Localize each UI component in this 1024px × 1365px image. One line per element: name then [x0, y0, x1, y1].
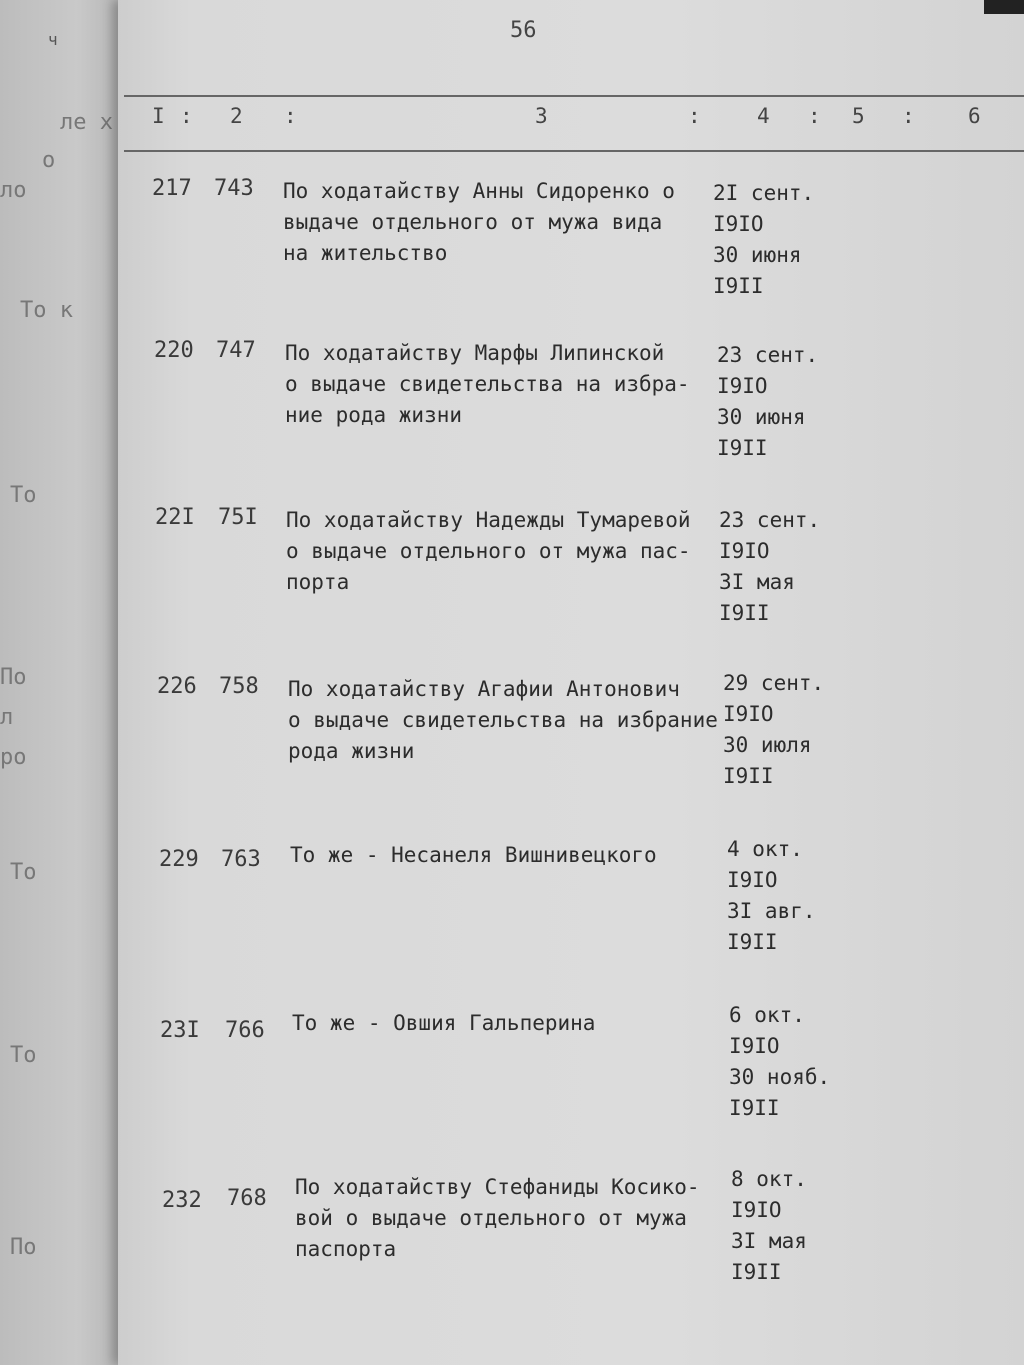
row-code: 768: [227, 1186, 267, 1211]
row-dates: [731, 1164, 807, 1288]
start-day: 8 окт.: [731, 1167, 807, 1191]
row-number: 232: [162, 1188, 202, 1213]
column-separator: :: [688, 104, 701, 128]
facing-page-fragment: о: [42, 148, 56, 173]
facing-page-fragment: То: [10, 483, 37, 508]
row-number: 23I: [160, 1018, 200, 1043]
page-number: 56: [510, 18, 537, 43]
facing-page-mark: ч: [48, 30, 58, 49]
start-year: I9IO: [727, 868, 778, 892]
end-day: 30 июня: [713, 243, 802, 267]
description-line: о выдаче отдельного от мужа пас-: [286, 539, 691, 563]
column-header-4: 4: [757, 104, 770, 128]
row-description: [290, 840, 657, 871]
end-year: I9II: [717, 436, 768, 460]
start-year: I9IO: [717, 374, 768, 398]
start-day: 23 сент.: [717, 343, 819, 367]
facing-page-fragment: То: [10, 860, 37, 885]
end-day: 30 июня: [717, 405, 806, 429]
row-dates: [727, 834, 816, 958]
start-year: I9IO: [723, 702, 774, 726]
start-year: I9IO: [729, 1034, 780, 1058]
end-day: 3I мая: [719, 570, 795, 594]
row-dates: [713, 178, 814, 302]
row-number: 217: [152, 176, 192, 201]
start-day: 29 сент.: [723, 671, 825, 695]
start-year: I9IO: [713, 212, 764, 236]
column-header-6: 6: [968, 104, 981, 128]
start-day: 4 окт.: [727, 837, 803, 861]
row-number: 229: [159, 847, 199, 872]
facing-page-fragment: То: [10, 1043, 37, 1068]
row-code: 763: [221, 847, 261, 872]
column-header-5: 5: [852, 104, 865, 128]
column-separator: :: [902, 104, 915, 128]
start-day: 2I сент.: [713, 181, 815, 205]
row-number: 226: [157, 674, 197, 699]
facing-page: [0, 0, 128, 1365]
facing-page-fragment: По: [10, 1235, 37, 1260]
row-description: [286, 505, 691, 598]
column-separator: :: [180, 104, 193, 128]
header-rule-bottom: [124, 150, 1024, 152]
description-line: порта: [286, 570, 350, 594]
description-line: По ходатайству Стефаниды Косико-: [295, 1175, 700, 1199]
facing-page-fragment: ло: [0, 178, 27, 203]
start-year: I9IO: [731, 1198, 782, 1222]
column-header-2: 2: [230, 104, 243, 128]
start-day: 6 окт.: [729, 1003, 805, 1027]
row-code: 75I: [218, 505, 258, 530]
row-number: 22I: [155, 505, 195, 530]
row-description: [283, 176, 675, 269]
facing-page-fragment: ро: [0, 745, 27, 770]
row-dates: [729, 1000, 830, 1124]
end-day: 30 нояб.: [729, 1065, 831, 1089]
description-line: То же - Овшия Гальперина: [292, 1011, 596, 1035]
start-year: I9IO: [719, 539, 770, 563]
column-separator: :: [284, 104, 297, 128]
row-code: 758: [219, 674, 259, 699]
description-line: По ходатайству Марфы Липинской: [285, 341, 665, 365]
row-description: [295, 1172, 700, 1265]
facing-page-fragment: л: [0, 705, 14, 730]
facing-page-fragment: То к: [20, 298, 73, 323]
description-line: выдаче отдельного от мужа вида: [283, 210, 663, 234]
end-year: I9II: [719, 601, 770, 625]
row-code: 743: [214, 176, 254, 201]
end-year: I9II: [727, 930, 778, 954]
end-day: 3I авг.: [727, 899, 816, 923]
facing-page-fragment: ле х: [60, 110, 113, 135]
description-line: По ходатайству Агафии Антонович: [288, 677, 680, 701]
description-line: По ходатайству Надежды Тумаревой: [286, 508, 691, 532]
description-line: о выдаче свидетельства на избрание: [288, 708, 718, 732]
row-dates: [717, 340, 818, 464]
row-description: [292, 1008, 595, 1039]
description-line: ние рода жизни: [285, 403, 463, 427]
description-line: То же - Несанеля Вишнивецкого: [290, 843, 657, 867]
end-year: I9II: [713, 274, 764, 298]
page-corner: [984, 0, 1024, 14]
row-code: 747: [216, 338, 256, 363]
end-year: I9II: [731, 1260, 782, 1284]
description-line: По ходатайству Анны Сидоренко о: [283, 179, 675, 203]
end-year: I9II: [729, 1096, 780, 1120]
row-description: [288, 674, 718, 767]
description-line: паспорта: [295, 1237, 397, 1261]
row-dates: [719, 505, 820, 629]
column-separator: :: [808, 104, 821, 128]
row-number: 220: [154, 338, 194, 363]
row-code: 766: [225, 1018, 265, 1043]
row-dates: [723, 668, 824, 792]
end-day: 3I мая: [731, 1229, 807, 1253]
start-day: 23 сент.: [719, 508, 821, 532]
column-header-3: 3: [535, 104, 548, 128]
end-day: 30 июля: [723, 733, 812, 757]
end-year: I9II: [723, 764, 774, 788]
row-description: [285, 338, 690, 431]
facing-page-fragment: По: [0, 665, 27, 690]
description-line: о выдаче свидетельства на избра-: [285, 372, 690, 396]
description-line: на жительство: [283, 241, 448, 265]
header-rule-top: [124, 95, 1024, 97]
column-header-1: I: [152, 104, 165, 128]
description-line: вой о выдаче отдельного от мужа: [295, 1206, 687, 1230]
description-line: рода жизни: [288, 739, 415, 763]
